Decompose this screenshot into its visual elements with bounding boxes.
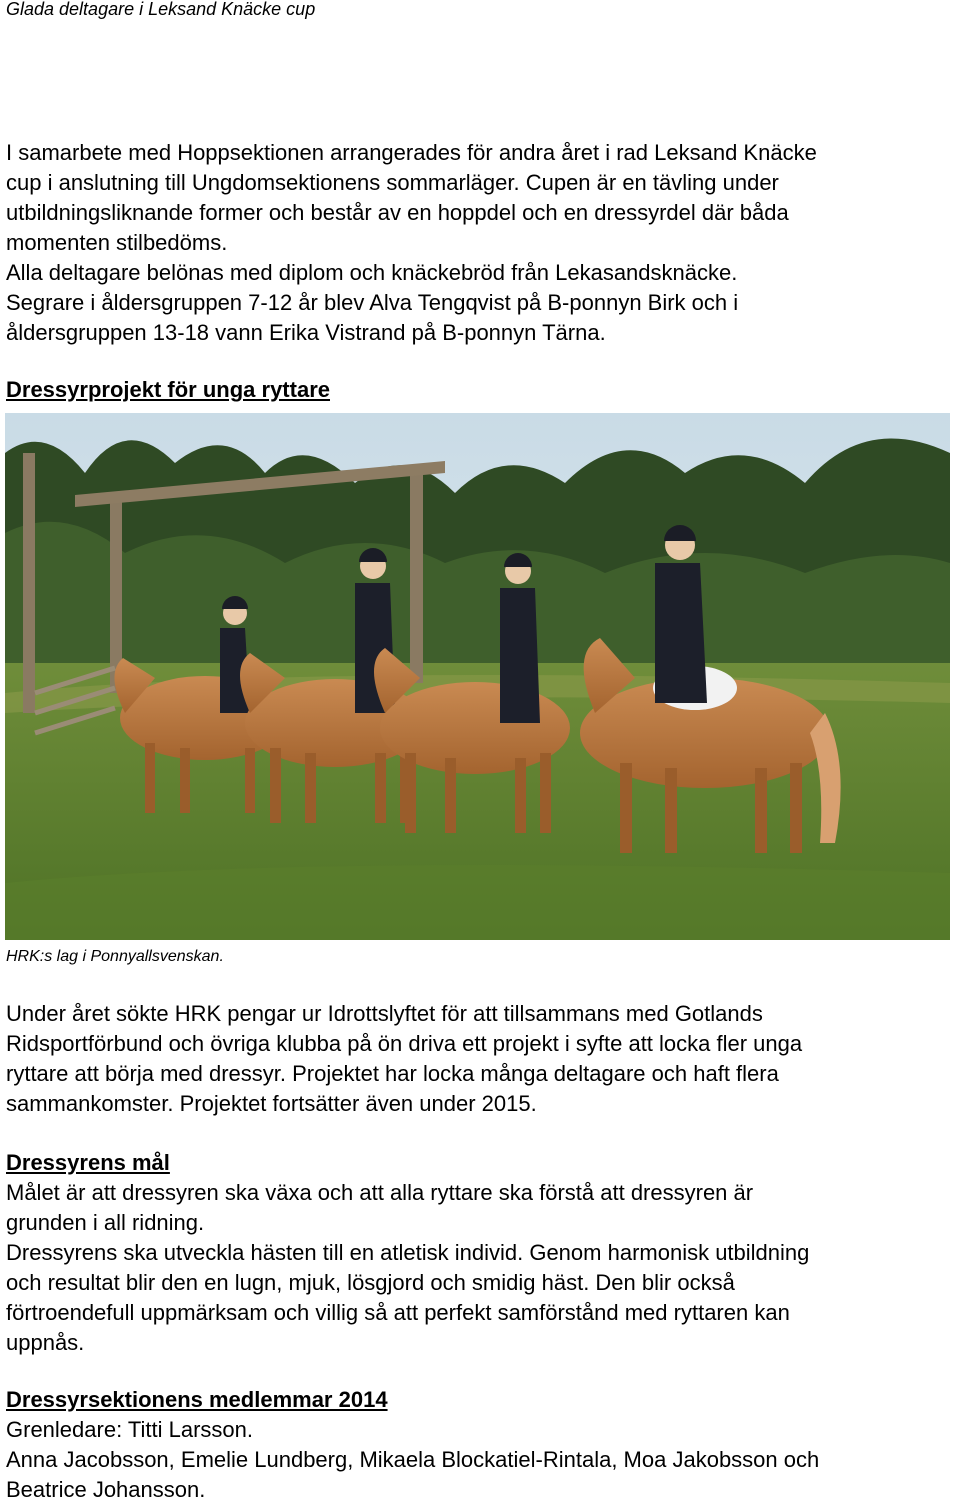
project-line: ryttare att börja med dressyr. Projektet har locka många deltagare och haft flera [6, 1061, 779, 1086]
intro-line: Alla deltagare belönas med diplom och knäckebröd från Lekasandsknäcke. [6, 260, 738, 285]
intro-line: utbildningsliknande former och består av en hoppdel och en dressyrdel där båda [6, 200, 789, 225]
intro-paragraph [6, 138, 956, 348]
members-section [6, 1385, 956, 1505]
top-image-caption: Glada deltagare i Leksand Knäcke cup [6, 0, 316, 19]
members-line: Grenledare: Titti Larsson. [6, 1417, 254, 1442]
goals-line: grunden i all ridning. [6, 1210, 205, 1235]
goals-line: uppnås. [6, 1330, 85, 1355]
goals-line: Dressyrens ska utveckla hästen till en atletisk individ. Genom harmonisk utbildning [6, 1240, 810, 1265]
goals-line: Målet är att dressyren ska växa och att alla ryttare ska förstå att dressyren är [6, 1180, 754, 1205]
section-heading-dressyrprojekt: Dressyrprojekt för unga ryttare [6, 377, 330, 402]
project-line: Under året sökte HRK pengar ur Idrottslyftet för att tillsammans med Gotlands [6, 1001, 763, 1026]
section-heading-medlemmar: Dressyrsektionens medlemmar 2014 [6, 1387, 388, 1412]
members-line: Anna Jacobsson, Emelie Lundberg, Mikaela Blockatiel-Rintala, Moa Jakobsson och [6, 1447, 820, 1472]
project-line: Ridsportförbund och övriga klubba på ön driva ett projekt i syfte att locka fler unga [6, 1031, 803, 1056]
goals-line: och resultat blir den en lugn, mjuk, lösgjord och smidig häst. Den blir också [6, 1270, 735, 1295]
intro-line: cup i anslutning till Ungdomsektionens sommarläger. Cupen är en tävling under [6, 170, 779, 195]
intro-line: I samarbete med Hoppsektionen arrangerades för andra året i rad Leksand Knäcke [6, 140, 817, 165]
team-photo [5, 413, 950, 940]
photo-caption: HRK:s lag i Ponnyallsvenskan. [6, 948, 224, 965]
goals-section [6, 1148, 956, 1358]
intro-line: Segrare i åldersgruppen 7-12 år blev Alva Tengqvist på B-ponnyn Birk och i [6, 290, 739, 315]
riders-on-ponies-illustration [5, 413, 950, 940]
project-line: sammankomster. Projektet fortsätter även under 2015. [6, 1091, 537, 1116]
project-paragraph [6, 999, 956, 1119]
intro-line: åldersgruppen 13-18 vann Erika Vistrand på B-ponnyn Tärna. [6, 320, 606, 345]
intro-line: momenten stilbedöms. [6, 230, 228, 255]
members-line: Beatrice Johansson. [6, 1477, 206, 1502]
goals-line: förtroendefull uppmärksam och villig så att perfekt samförstånd med ryttaren kan [6, 1300, 790, 1325]
section-heading-dressyrens-mal: Dressyrens mål [6, 1150, 170, 1175]
